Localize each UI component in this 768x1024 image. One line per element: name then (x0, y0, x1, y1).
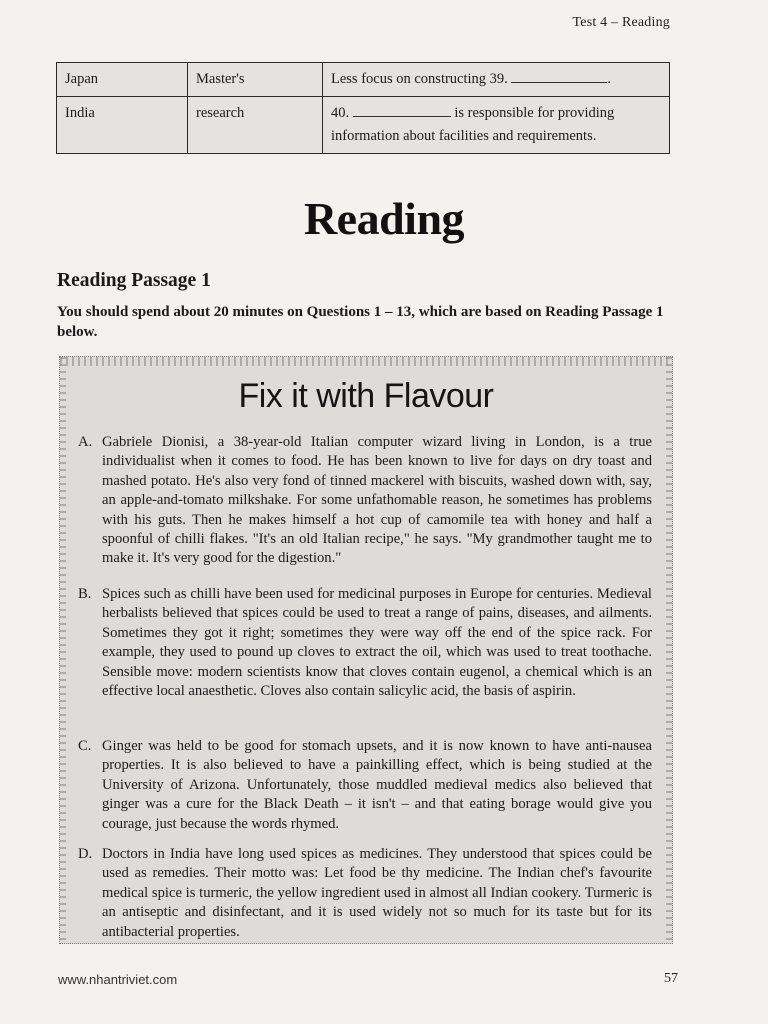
note-prefix: Less focus on constructing 39. (331, 71, 508, 87)
passage-box (59, 356, 673, 944)
paragraph-c (78, 737, 652, 834)
table-cell-note (323, 97, 670, 154)
paragraph-letter: C. (78, 738, 92, 754)
paragraph-letter: A. (78, 434, 93, 450)
decorative-border (666, 357, 672, 943)
table-cell-note (323, 63, 670, 97)
table-cell-type: research (188, 97, 323, 154)
answer-blank-40[interactable] (353, 103, 451, 117)
note-suffix: . (607, 71, 612, 87)
paragraph-text: Gabriele Dionisi, a 38-year-old Italian computer wizard living in London, is a true individualist when it comes to food. He has been known to live for days on dry toast and mashed potato. He's also very fond of tinned mackerel with biscuits, washed down with, say, an apple-and-tomato milkshake. For some unfathomable reason, he sometimes has problems with his guts. Then he makes himself a hot cup of camomile tea with honey and half a spoonful of chilli flakes. "It's an old Italian recipe," he says. "My grandmother taught me to make it. It's very good for the digestion." (102, 434, 652, 567)
paragraph-text: Doctors in India have long used spices as medicines. They understood that spices could be used as remedies. Their motto was: Let food be thy medicine. The Indian chef's favourite medical spice is turmeric, the yellow ingredient used in almost all Indian cookery. Turmeric is an antiseptic and disinfectant, and it is used widely not so much for its taste but for its antibacterial properties. (102, 846, 652, 940)
table-row (57, 97, 670, 154)
paragraph-a (78, 433, 652, 569)
running-head: Test 4 – Reading (572, 15, 670, 30)
footer-url: www.nhantriviet.com (58, 972, 178, 987)
passage-heading: Reading Passage 1 (57, 270, 211, 291)
answer-table (56, 62, 670, 154)
table-cell-country: India (57, 97, 188, 154)
note-suffix: is responsible for providing information about facilities and requirements. (331, 105, 615, 144)
paragraph-text: Spices such as chilli have been used for medicinal purposes in Europe for centuries. Medieval herbalists believed that spices could be used to treat a range of pains, diseases, and ailments. Sometimes they got it right; sometimes they were way off the end of the spice rack. For example, they used to pound up cloves to extract the oil, which was used to treat toothache. Sensible move: modern scientists know that cloves contain eugenol, a chemical which is an effective local anaesthetic. Cloves also contain salicylic acid, the basis of aspirin. (102, 586, 652, 700)
paragraph-d (78, 845, 652, 942)
table-cell-type: Master's (188, 63, 323, 97)
page-number: 57 (664, 971, 678, 986)
paragraph-letter: D. (78, 846, 93, 862)
answer-blank-39[interactable] (511, 69, 607, 83)
paragraph-letter: B. (78, 586, 92, 602)
passage-title: Fix it with Flavour (238, 377, 494, 415)
instructions: You should spend about 20 minutes on Questions 1 – 13, which are based on Reading Passage 1 below. (57, 304, 664, 340)
table-row (57, 63, 670, 97)
paragraph-text: Ginger was held to be good for stomach upsets, and it is now known to have anti-nausea properties. It is also believed to have a painkilling effect, which is being studied at the University of Arizona. Unfortunately, those muddled medieval medics also believed that ginger was a cure for the Black Death – it isn't – and that eating borage would give you courage, just because the words rhymed. (102, 738, 652, 832)
section-title: Reading (303, 193, 465, 244)
paragraph-b (78, 585, 652, 701)
table-cell-country: Japan (57, 63, 188, 97)
note-prefix: 40. (331, 105, 350, 121)
